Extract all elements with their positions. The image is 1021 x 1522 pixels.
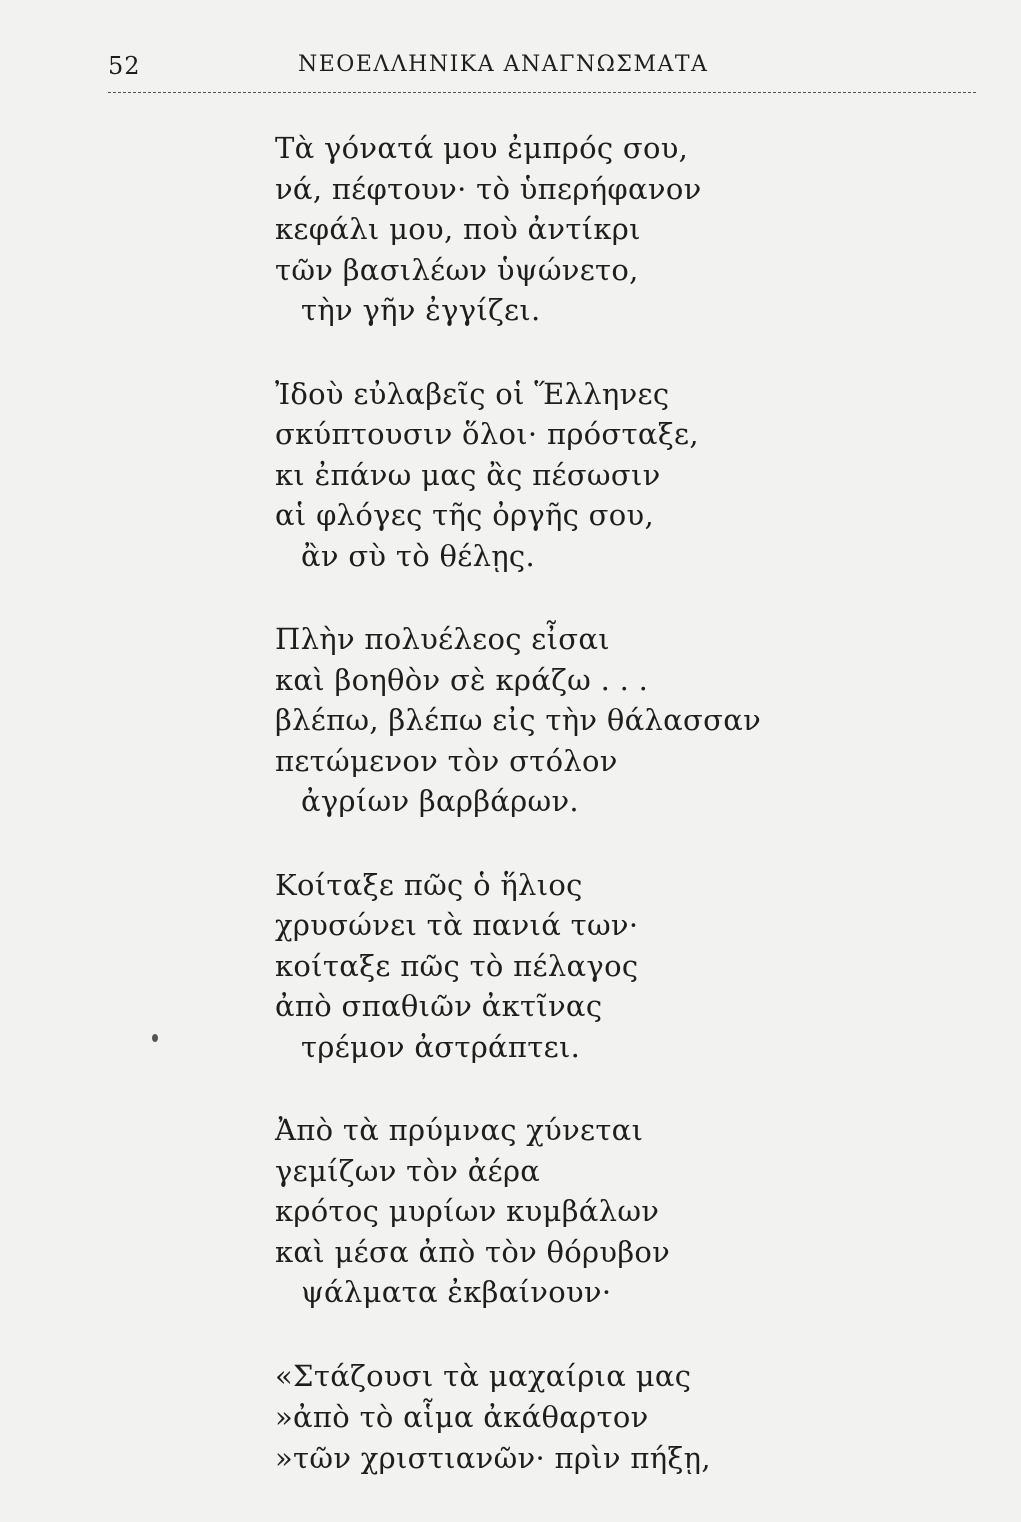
page-number: 52 [108, 52, 141, 80]
running-title: ΝΕΟΕΛΛΗΝΙΚΑ ΑΝΑΓΝΩΣΜΑΤΑ [298, 52, 709, 77]
poem-line: Ἀπὸ τὰ πρύμνας χύνεται [275, 1113, 644, 1147]
poem [275, 128, 975, 1522]
poem-line-refrain: τὴν γῆν ἐγγίζει. [301, 293, 541, 327]
stanza-2 [275, 374, 975, 577]
poem-line-refrain: τρέμον ἀστράπτει. [301, 1029, 581, 1064]
stanza-4 [275, 865, 975, 1068]
poem-line: κεφάλι μου, ποὺ ἀντίκρι [275, 212, 641, 246]
poem-line: καὶ μέσα ἀπὸ τὸν θόρυβον [275, 1234, 671, 1269]
poem-line: Ἰδοὺ εὐλαβεῖς οἱ Ἕλληνες [275, 376, 670, 411]
poem-line: νά, πέφτουν· τὸ ὑπερήφανον [275, 171, 702, 206]
poem-line: γεμίζων τὸν ἀέρα [275, 1153, 541, 1188]
page-header [108, 52, 978, 86]
poem-line-refrain: ψάλματα ἐκβαίνουν· [301, 1275, 612, 1309]
poem-line-refrain: ἀγρίων βαρβάρων. [301, 784, 579, 818]
stanza-1 [275, 128, 975, 331]
poem-line: Κοίταξε πῶς ὁ ἥλιος [275, 867, 583, 902]
ink-speck [152, 1034, 158, 1042]
poem-line: τῶν βασιλέων ὑψώνετο, [275, 252, 639, 287]
poem-line: κοίταξε πῶς τὸ πέλαγος [275, 948, 639, 983]
stanza-5 [275, 1110, 975, 1313]
poem-line: αἱ φλόγες τῆς ὀργῆς σου, [275, 498, 654, 532]
poem-line: βλέπω, βλέπω εἰς τὴν θάλασσαν [275, 703, 762, 737]
poem-line: χρυσώνει τὰ πανιά των· [275, 908, 639, 942]
poem-line: καὶ βοηθὸν σὲ κράζω . . . [275, 662, 649, 697]
stanza-6 [275, 1356, 975, 1479]
poem-line: σκύπτουσιν ὅλοι· πρόσταξε, [275, 417, 699, 451]
poem-line: πετώμενον τὸν στόλον [275, 743, 618, 778]
poem-line: »τῶν χριστιανῶν· πρὶν πήξῃ, [275, 1440, 711, 1475]
poem-line: Πλὴν πολυέλεος εἶσαι [275, 622, 610, 656]
poem-line: Τὰ γόνατά μου ἐμπρός σου, [275, 131, 689, 165]
poem-line-refrain: ἂν σὺ τὸ θέλῃς. [301, 538, 535, 573]
poem-line: »ἀπὸ τὸ αἷμα ἀκάθαρτον [275, 1399, 649, 1434]
poem-line: κι ἐπάνω μας ἂς πέσωσιν [275, 457, 661, 492]
header-rule [108, 92, 976, 93]
poem-line: «Στάζουσι τὰ μαχαίρια μας [275, 1358, 692, 1393]
poem-line: ἀπὸ σπαθιῶν ἀκτῖνας [275, 989, 603, 1023]
stanza-3 [275, 619, 975, 822]
poem-line: κρότος μυρίων κυμβάλων [275, 1194, 660, 1228]
